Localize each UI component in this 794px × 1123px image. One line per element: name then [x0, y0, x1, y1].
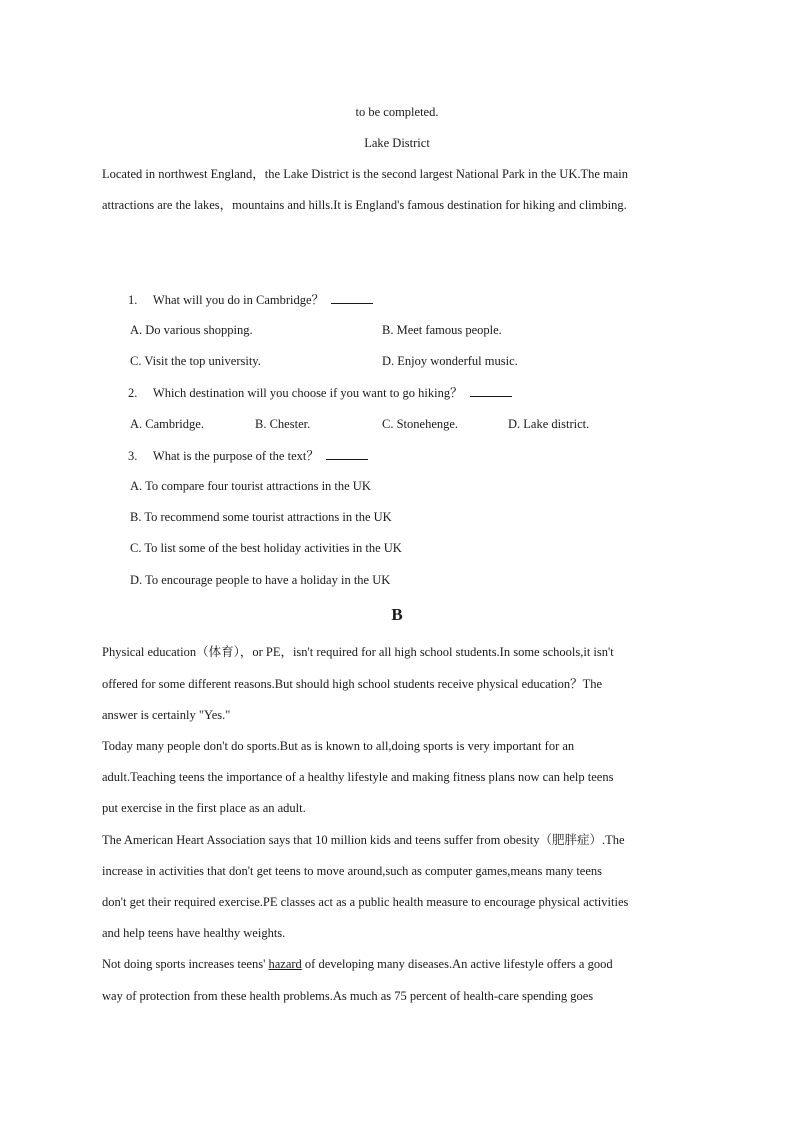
- option-letter: D.: [382, 354, 395, 368]
- option-c[interactable]: [130, 352, 261, 370]
- option-text: To encourage people to have a holiday in the UK: [145, 573, 391, 587]
- option-d[interactable]: [508, 415, 589, 433]
- lake-district-paragraph-line: Located in northwest England，the Lake District is the second largest National Park in the UK.The main: [102, 167, 629, 181]
- question-text: What will you do in Cambridge？: [152, 293, 325, 307]
- underlined-word-hazard: hazard: [268, 957, 302, 971]
- passage-line: Today many people don't do sports.But as is known to all,doing sports is very important for an: [102, 739, 575, 753]
- option-letter: B.: [382, 323, 394, 337]
- question-text: Which destination will you choose if you want to go hiking？: [152, 386, 463, 400]
- option-text: Stonehenge.: [396, 417, 459, 431]
- option-text: Cambridge.: [145, 417, 204, 431]
- option-b[interactable]: [255, 415, 310, 433]
- question-number: 3.: [128, 449, 138, 463]
- option-text: To list some of the best holiday activities in the UK: [144, 541, 402, 555]
- passage-line: increase in activities that don't get teens to move around,such as computer games,means many teens: [102, 864, 603, 878]
- option-d[interactable]: [382, 352, 518, 370]
- lake-district-paragraph-line: attractions are the lakes，mountains and hills.It is England's famous destination for hiking and climbing.: [102, 198, 627, 212]
- option-c[interactable]: [130, 539, 730, 557]
- passage-line: Physical education（体育），or PE，isn't required for all high school students.In some schools,it isn't: [102, 645, 614, 659]
- option-letter: B.: [255, 417, 267, 431]
- question-2: [128, 383, 728, 402]
- option-text: Visit the top university.: [144, 354, 261, 368]
- passage-line: don't get their required exercise.PE classes act as a public health measure to encourage physical activities: [102, 895, 629, 909]
- passage-line: The American Heart Association says that 10 million kids and teens suffer from obesity（肥胖症）.The: [102, 833, 625, 847]
- option-text: To compare four tourist attractions in the UK: [145, 479, 371, 493]
- passage-line: put exercise in the first place as an adult.: [102, 801, 306, 815]
- passage-line: answer is certainly "Yes.": [102, 708, 231, 722]
- option-text: Chester.: [269, 417, 311, 431]
- option-letter: A.: [130, 417, 143, 431]
- option-a[interactable]: [130, 321, 253, 339]
- answer-blank[interactable]: [470, 383, 512, 397]
- question-number: 1.: [128, 293, 138, 307]
- option-letter: D.: [130, 573, 143, 587]
- option-text: To recommend some tourist attractions in the UK: [144, 510, 392, 524]
- passage-line: way of protection from these health problems.As much as 75 percent of health-care spending goes: [102, 989, 594, 1003]
- option-letter: C.: [382, 417, 394, 431]
- passage-text: Not doing sports increases teens': [102, 957, 269, 971]
- option-b[interactable]: [382, 321, 502, 339]
- passage-line: offered for some different reasons.But should high school students receive physical education？The: [102, 677, 603, 691]
- option-a[interactable]: [130, 415, 204, 433]
- option-letter: D.: [508, 417, 521, 431]
- answer-blank[interactable]: [326, 446, 368, 460]
- passage-line-hazard: [102, 955, 702, 973]
- passage-text: of developing many diseases.An active lifestyle offers a good: [301, 957, 613, 971]
- option-text: Do various shopping.: [145, 323, 253, 337]
- option-a[interactable]: [130, 477, 730, 495]
- passage-line: adult.Teaching teens the importance of a healthy lifestyle and making fitness plans now can help teens: [102, 770, 614, 784]
- option-text: Meet famous people.: [396, 323, 502, 337]
- question-1: [128, 290, 728, 309]
- option-letter: C.: [130, 541, 142, 555]
- option-text: Lake district.: [523, 417, 590, 431]
- section-title-lake-district: Lake District: [364, 136, 430, 150]
- answer-blank[interactable]: [331, 290, 373, 304]
- section-b-heading: B: [391, 605, 403, 624]
- question-text: What is the purpose of the text？: [152, 449, 319, 463]
- question-3: [128, 446, 728, 465]
- option-d[interactable]: [130, 571, 730, 589]
- option-letter: C.: [130, 354, 142, 368]
- question-number: 2.: [128, 386, 138, 400]
- option-text: Enjoy wonderful music.: [397, 354, 518, 368]
- passage-line: and help teens have healthy weights.: [102, 926, 286, 940]
- option-c[interactable]: [382, 415, 458, 433]
- option-letter: B.: [130, 510, 142, 524]
- option-letter: A.: [130, 323, 143, 337]
- option-b[interactable]: [130, 508, 730, 526]
- option-letter: A.: [130, 479, 143, 493]
- continuation-text: to be completed.: [355, 105, 439, 119]
